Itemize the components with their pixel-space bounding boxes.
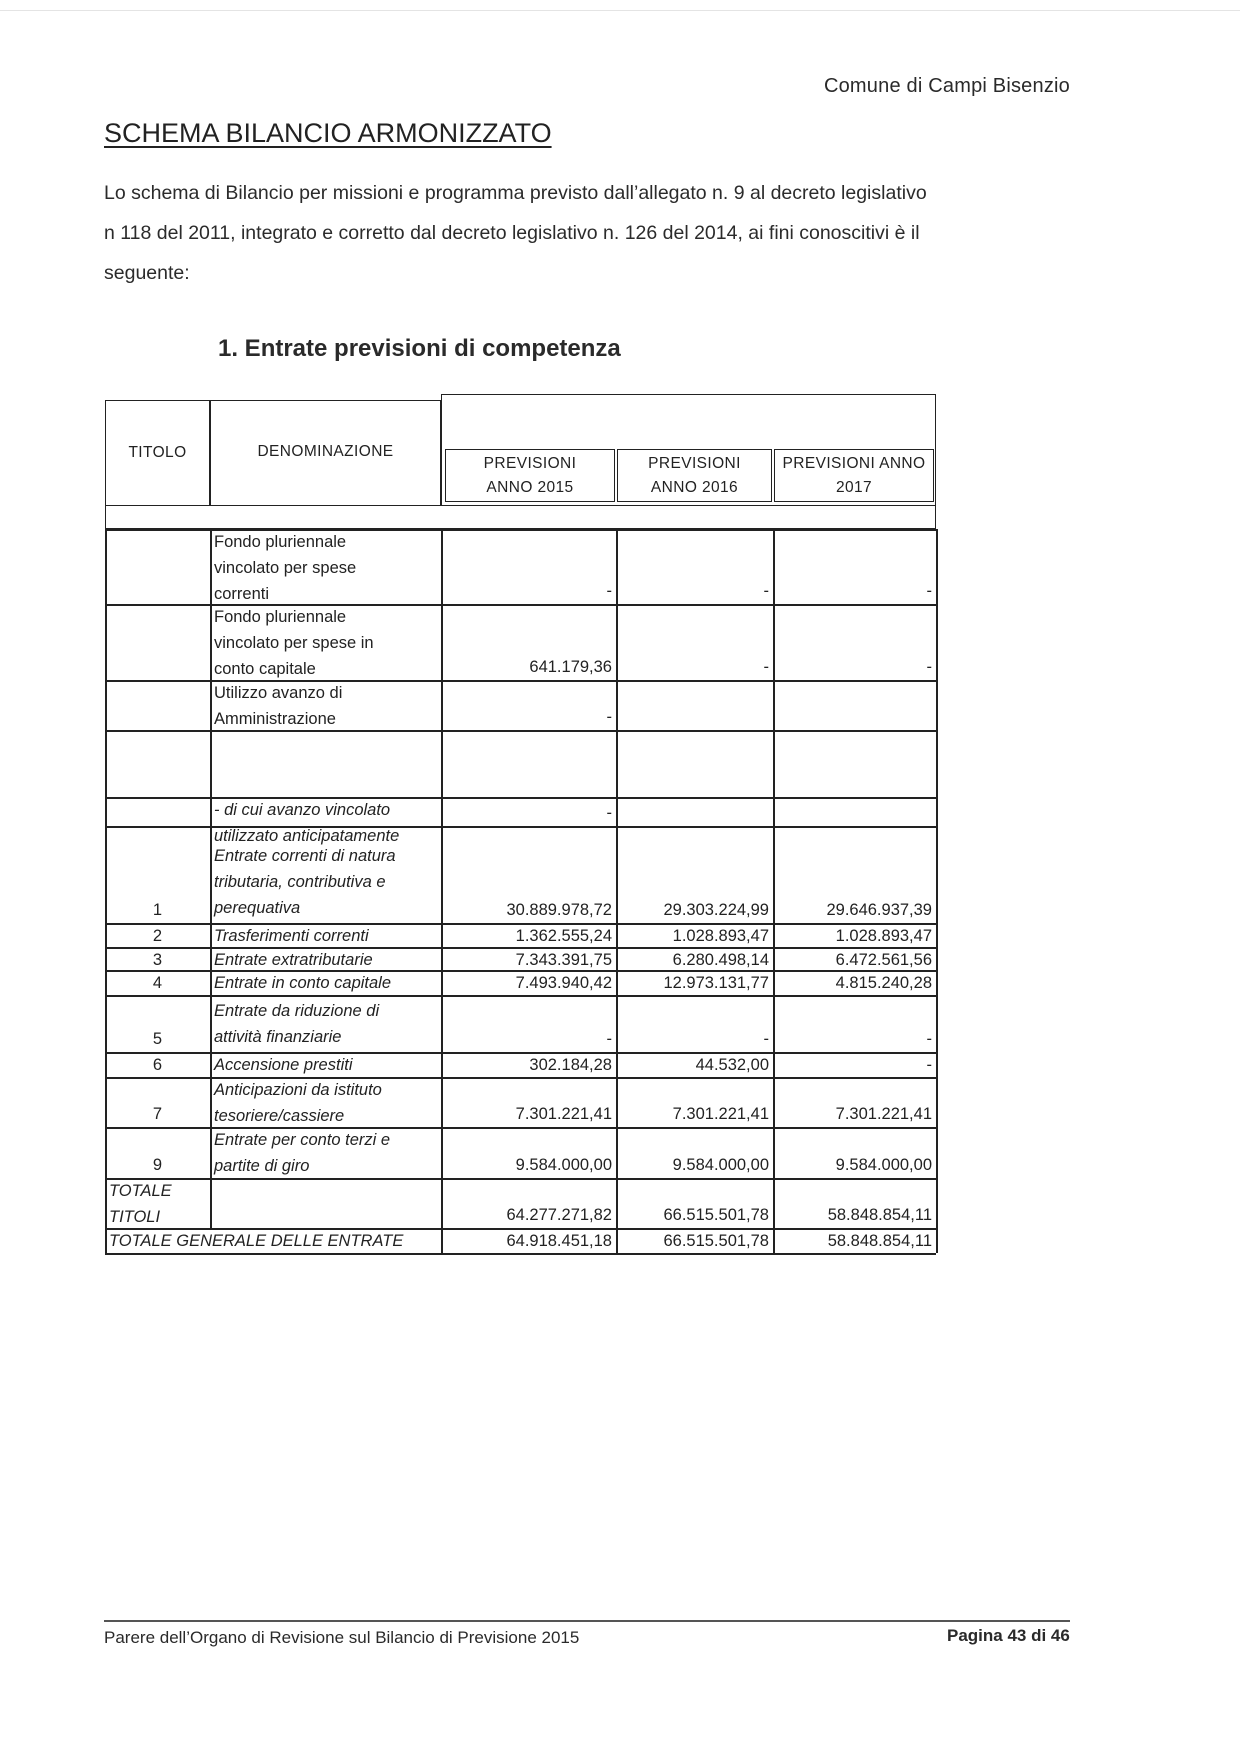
denominazione-cell [214, 826, 439, 923]
value-2017-cell [773, 680, 936, 730]
value-2017-cell: - [926, 582, 932, 600]
denominazione-cell-line: Amministrazione [214, 710, 336, 728]
totale-generale-2017: 58.848.854,11 [827, 1232, 932, 1250]
titolo-cell [105, 680, 210, 730]
denominazione-cell-line: Entrate extratributarie [214, 951, 373, 969]
denominazione-cell-line: Anticipazioni da istituto [214, 1081, 382, 1099]
spacer-row [105, 505, 936, 529]
value-2016-cell: 12.973.131,77 [663, 974, 769, 992]
denominazione-cell-line: utilizzato anticipatamente [214, 827, 400, 845]
titolo-cell: 1 [152, 901, 163, 919]
denominazione-cell [214, 970, 439, 995]
value-2016-cell [616, 797, 773, 826]
value-2015-cell: 30.889.978,72 [506, 901, 612, 919]
intro-line: n 118 del 2011, integrato e corretto dal decreto legislativo n. 126 del 2014, ai fini conoscitivi è il [104, 222, 920, 244]
value-2015-cell: - [606, 804, 612, 822]
footer-title: Parere dell’Organo di Revisione sul Bilancio di Previsione 2015 [104, 1628, 580, 1647]
header-denominazione: DENOMINAZIONE [257, 443, 394, 460]
value-2017-cell: 29.646.937,39 [826, 901, 932, 919]
page-number: Pagina 43 di 46 [947, 1626, 1070, 1645]
denominazione-cell-line: Fondo pluriennale [214, 608, 347, 626]
titolo-cell: 6 [152, 1056, 163, 1074]
value-2016-cell: 9.584.000,00 [672, 1156, 769, 1174]
value-2017-cell: 9.584.000,00 [835, 1156, 932, 1174]
header-2017-line1: PREVISIONI ANNO [782, 455, 926, 472]
value-2015-cell: 9.584.000,00 [515, 1156, 612, 1174]
denominazione-cell-line: Entrate da riduzione di [214, 1002, 380, 1020]
denominazione-cell-line: Utilizzo avanzo di [214, 684, 343, 702]
titolo-cell: 5 [152, 1030, 163, 1048]
totale-titoli-label-line: TITOLI [109, 1208, 161, 1226]
totale-generale-2015: 64.918.451,18 [506, 1232, 612, 1250]
value-2017-cell: 1.028.893,47 [835, 927, 932, 945]
denominazione-cell-line: Entrate correnti di natura [214, 847, 396, 865]
header-2016-line2: ANNO 2016 [650, 479, 739, 496]
denominazione-cell-line: tesoriere/cassiere [214, 1107, 345, 1125]
value-2016-cell: - [763, 1030, 769, 1048]
header-2016 [617, 452, 772, 500]
denominazione-cell-line: tributaria, contributiva e [214, 873, 386, 891]
footer-rule [104, 1620, 1070, 1622]
value-2016-cell: 44.532,00 [695, 1056, 769, 1074]
titolo-cell: 2 [152, 927, 163, 945]
value-2015-cell: 1.362.555,24 [515, 927, 612, 945]
titolo-cell: 4 [152, 974, 163, 992]
value-2015-cell: - [606, 582, 612, 600]
value-2015-cell: - [606, 1030, 612, 1048]
titolo-cell [105, 529, 210, 604]
value-2017-cell: 7.301.221,41 [835, 1105, 932, 1123]
value-2017-cell: 6.472.561,56 [835, 951, 932, 969]
denominazione-cell-line: attività finanziarie [214, 1028, 342, 1046]
value-2017-cell: 4.815.240,28 [835, 974, 932, 992]
totale-titoli-label-line: TOTALE [109, 1182, 172, 1200]
intro-paragraph [104, 173, 1084, 293]
value-2017-cell: - [926, 658, 932, 676]
organization-name: Comune di Campi Bisenzio [823, 75, 1070, 97]
denominazione-cell-line: Entrate per conto terzi e [214, 1131, 391, 1149]
value-2016-cell [616, 680, 773, 730]
value-2016-cell: 29.303.224,99 [663, 901, 769, 919]
titolo-cell [105, 797, 210, 826]
denominazione-cell-line: vincolato per spese [214, 559, 357, 577]
header-2017 [774, 452, 934, 500]
totale-titoli-2016: 66.515.501,78 [663, 1206, 769, 1224]
value-2015-cell: 7.493.940,42 [515, 974, 612, 992]
section-title: 1. Entrate previsioni di competenza [218, 335, 621, 362]
denominazione-cell [214, 529, 439, 604]
page-title: SCHEMA BILANCIO ARMONIZZATO [104, 118, 552, 148]
header-titolo: TITOLO [128, 444, 187, 461]
value-2015-cell: - [606, 708, 612, 726]
header-2015 [445, 452, 615, 500]
header-2015-line1: PREVISIONI [483, 455, 577, 472]
totale-titoli-label [109, 1178, 210, 1228]
denominazione-cell [214, 797, 439, 845]
value-2016-cell: - [763, 658, 769, 676]
denominazione-cell [214, 680, 439, 730]
value-2015-cell: 302.184,28 [529, 1056, 612, 1074]
header-2016-line1: PREVISIONI [648, 455, 741, 472]
totale-titoli-2017: 58.848.854,11 [827, 1206, 932, 1224]
denominazione-cell-line: vincolato per spese in [214, 634, 374, 652]
value-2015-cell: 7.343.391,75 [515, 951, 612, 969]
denominazione-cell [214, 1052, 439, 1077]
denominazione-cell-line: correnti [214, 585, 270, 603]
intro-line: Lo schema di Bilancio per missioni e programma previsto dall’allegato n. 9 al decreto legislativo [104, 182, 927, 204]
denominazione-cell [214, 995, 439, 1052]
header-2017-line2: 2017 [835, 479, 873, 496]
grid-vline [936, 529, 938, 1253]
denominazione-cell-line: partite di giro [214, 1157, 310, 1175]
grid-vline [210, 529, 212, 1253]
value-2017-cell: - [926, 1056, 932, 1074]
value-2016-cell: 7.301.221,41 [672, 1105, 769, 1123]
denominazione-cell-line: Trasferimenti correnti [214, 927, 369, 945]
denominazione-cell [214, 947, 439, 970]
grid-hline [105, 1253, 936, 1255]
totale-titoli-2015: 64.277.271,82 [506, 1206, 612, 1224]
titolo-cell: 7 [152, 1105, 163, 1123]
value-2016-cell: - [763, 582, 769, 600]
value-2016-cell: 1.028.893,47 [672, 927, 769, 945]
titolo-cell [105, 604, 210, 680]
titolo-cell: 3 [152, 951, 163, 969]
denominazione-cell [214, 923, 439, 947]
totale-generale-label: TOTALE GENERALE DELLE ENTRATE [109, 1232, 404, 1250]
intro-line: seguente: [104, 262, 190, 284]
header-2015-line2: ANNO 2015 [486, 479, 574, 496]
page-top-rule [0, 10, 1240, 11]
titolo-cell: 9 [152, 1156, 163, 1174]
denominazione-cell-line: conto capitale [214, 660, 316, 678]
denominazione-cell [214, 1077, 439, 1127]
denominazione-cell-line: Entrate in conto capitale [214, 974, 392, 992]
denominazione-cell-line: Accensione prestiti [214, 1056, 353, 1074]
denominazione-cell-line: - di cui avanzo vincolato [214, 801, 391, 819]
denominazione-cell [214, 1127, 439, 1178]
value-2016-cell: 6.280.498,14 [672, 951, 769, 969]
value-2015-cell: 641.179,36 [529, 658, 612, 676]
value-2015-cell: 7.301.221,41 [515, 1105, 612, 1123]
value-2017-cell: - [926, 1030, 932, 1048]
totale-generale-2016: 66.515.501,78 [663, 1232, 769, 1250]
value-2017-cell [773, 797, 936, 826]
denominazione-cell-line: Fondo pluriennale [214, 533, 347, 551]
denominazione-cell [214, 604, 439, 680]
denominazione-cell-line: perequativa [214, 899, 301, 917]
